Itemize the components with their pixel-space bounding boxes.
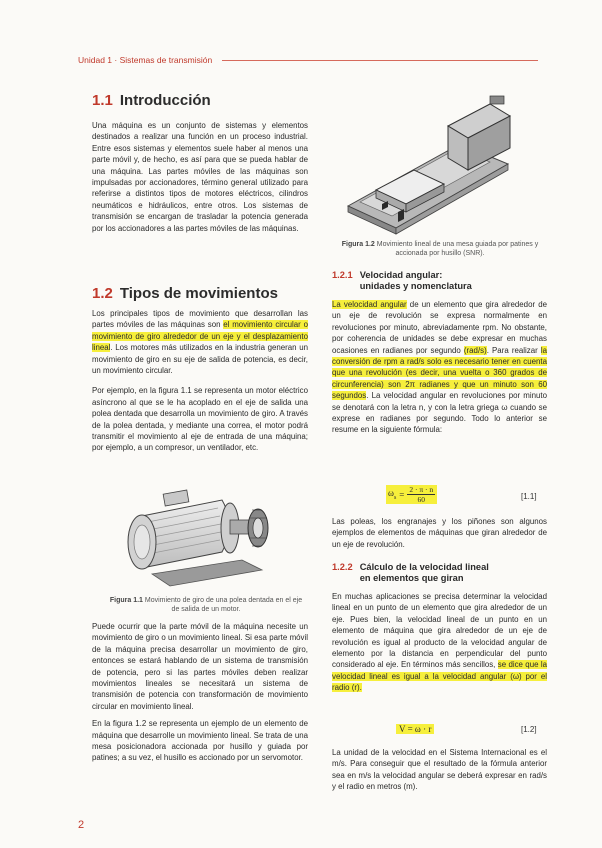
section-title: Tipos de movimientos — [119, 285, 278, 302]
motor-pulley-illustration — [112, 486, 292, 592]
equation-number: [1.2] — [521, 725, 537, 734]
highlight: La velocidad angular — [332, 300, 407, 309]
subheading-velocidad-angular — [332, 270, 472, 292]
fraction-denominator: 60 — [417, 495, 425, 504]
highlight: la conversión de rpm a rad/s solo es necesario tener en cuenta que una revolución (es decir, una vuelta o 360 grados de circunferencia) son 2π radianes y que un minuto son 60 segundos — [332, 345, 547, 401]
omega-symbol: ω — [388, 488, 394, 499]
unit-title: Unidad 1 · Sistemas de transmisión — [78, 55, 213, 65]
movimientos-paragraph-3: Puede ocurrir que la parte móvil de la máquina necesite un movimiento de giro o un movimiento lineal. Si esa parte móvil de la máquina precisa desarrollar un movimiento de giro, entonces se estará hablando de un sistema de transmisión de potencia, pero si las partes móviles deben realizar movimientos lineales se necesitará un sistema de transmisión de potencia con transformación de movimiento circular en movimiento lineal. — [92, 622, 308, 711]
velocidad-lineal-text-cont — [332, 747, 547, 793]
page-number: 2 — [78, 819, 85, 831]
velocidad-angular-text-cont — [332, 516, 547, 550]
subsection-number: 1.2.1 — [332, 270, 353, 280]
velocidad-lineal-paragraph: En muchas aplicaciones se precisa determinar la velocidad lineal en un punto de un elemento que gira alrededor de un eje. Pues bien, la velocidad lineal de un punto en un elemento de máquina que gira alrededor de un eje de revolución es igual al producto de la velocidad angular de elemento por la distancia en perpendicular del punto considerado al eje. En términos más sencillos, se dice que la velocidad lineal es igual a la velocidad angular (ω) por el radio (r). — [332, 592, 547, 693]
section-heading-intro — [92, 92, 211, 109]
figure-text: Movimiento de giro de una polea dentada en el eje de salida de un motor. — [144, 597, 303, 613]
section-heading-movimientos — [92, 285, 278, 302]
velocidad-angular-paragraph: La velocidad angular de un elemento que gira alrededor de un eje de revolución se expresa normalmente en revoluciones por minuto, abreviadamente rpm. No obstante, por coherencia de unidades se debe expresar en muchas ocasiones en radianes por segundo (rad/s). Para realizar la conversión de rpm a rad/s solo es necesario tener en cuenta que una revolución (es decir, una vuelta o 360 grados de circunferencia) son 2π radianes y que un minuto son 60 segundos. La velocidad angular en revoluciones por minuto se denotará con la letra n, y con la letra griega ω cuando se exprese en radianes por segundo. Todo lo anterior se resume en la siguiente fórmula: — [332, 300, 547, 435]
poleas-paragraph: Las poleas, los engranajes y los piñones son algunos ejemplos de elementos de máquinas que giran alrededor de un eje de revolución. — [332, 517, 547, 549]
figure-label: Figura 1.1 — [109, 597, 143, 604]
header-rule — [222, 60, 538, 61]
subsection-title-line-2: unidades y nomenclatura — [359, 281, 472, 291]
section-number: 1.2 — [92, 285, 113, 302]
movimientos-text — [92, 308, 308, 454]
movimientos-paragraph-2: Por ejemplo, en la figura 1.1 se representa un motor eléctrico asíncrono al que se le ha acoplado en el eje de salida una polea dentada que desarrolla un movimiento de giro. A través de la polea dentada, y mediante una correa, el motor podrá transmitir el movimiento al eje de entrada de una máquina; por ejemplo, a un compresor, un ventilador, etc. — [92, 386, 308, 453]
velocidad-lineal-text — [332, 591, 547, 694]
omega-subscript: s — [393, 494, 397, 501]
equation-highlight: V = ω · r — [396, 724, 434, 734]
subheading-velocidad-lineal — [332, 562, 489, 584]
equation-1-1 — [386, 485, 437, 504]
equation-number: [1.1] — [521, 492, 537, 501]
linear-table-illustration — [340, 86, 540, 236]
subsection-title-line-1: Cálculo de la velocidad lineal — [359, 562, 489, 572]
equation-1-2 — [396, 724, 434, 734]
running-header — [78, 52, 538, 68]
subsection-title-line-1: Velocidad angular: — [359, 270, 443, 280]
figure-label: Figura 1.2 — [341, 241, 375, 248]
subsection-number: 1.2.2 — [332, 562, 353, 572]
fraction-numerator: 2 · π · n — [409, 485, 434, 494]
movimientos-text-cont — [92, 621, 308, 764]
movimientos-paragraph-4: En la figura 1.2 se representa un ejemplo de un elemento de máquina que desarrolle un movimiento lineal. Se trata de una mesa posicionadora accionada por husillo y guiada por patines; a su vez, el husillo es accionado por un servomotor. — [92, 719, 308, 763]
figure-text: Movimiento lineal de una mesa guiada por patines y accionada por husillo (SNR). — [376, 241, 539, 257]
section-title: Introducción — [119, 92, 211, 109]
highlight: (rad/s) — [463, 345, 487, 355]
subsection-title-line-2: en elementos que giran — [359, 573, 464, 583]
intro-paragraph: Una máquina es un conjunto de sistemas y elementos destinados a realizar una función en un proceso industrial. Entre esos sistemas y elementos suele haber al menos una parte móvil y, de hecho, es así para que se pueda hablar de una máquina. Las partes móviles de las máquinas son impulsadas por accionadores, término general utilizado para referirse a distintos tipos de motores eléctricos, cilindros neumáticos e hidráulicos, entre otros. Los sistemas de transmisión se encargan de trasladar la potencia generada por los accionadores a las partes móviles de las máquinas. — [92, 121, 308, 233]
figure-1-1-caption — [106, 596, 306, 614]
highlight: se dice que la velocidad lineal es igual a la velocidad angular (ω) por el radio (r). — [332, 660, 547, 693]
section-number: 1.1 — [92, 92, 113, 109]
figure-1-2-caption — [336, 240, 544, 258]
equation-highlight: $\omega_s$ = $\frac{2 \cdot \pi \cdot n}{60}$ — [386, 485, 437, 504]
unidades-paragraph: La unidad de la velocidad en el Sistema Internacional es el m/s. Para conseguir que el resultado de la fórmula anterior sea en m/s la velocidad angular se deberá expresar en rad/s y el radio en metros (m). — [332, 748, 547, 792]
movimientos-paragraph-1: Los principales tipos de movimiento que desarrollan las partes móviles de las máquinas son el movimiento circular o movimiento de giro alrededor de un eje y el desplazamiento lineal. Los motores más utilizados en la industria generan un movimiento de giro en su eje de salida de potencia, es decir, un movimiento circular. — [92, 309, 308, 376]
intro-text — [92, 120, 308, 234]
velocidad-angular-text — [332, 299, 547, 436]
highlight: el movimiento circular o movimiento de giro alrededor de un eje y el desplazamiento lineal — [92, 320, 308, 353]
